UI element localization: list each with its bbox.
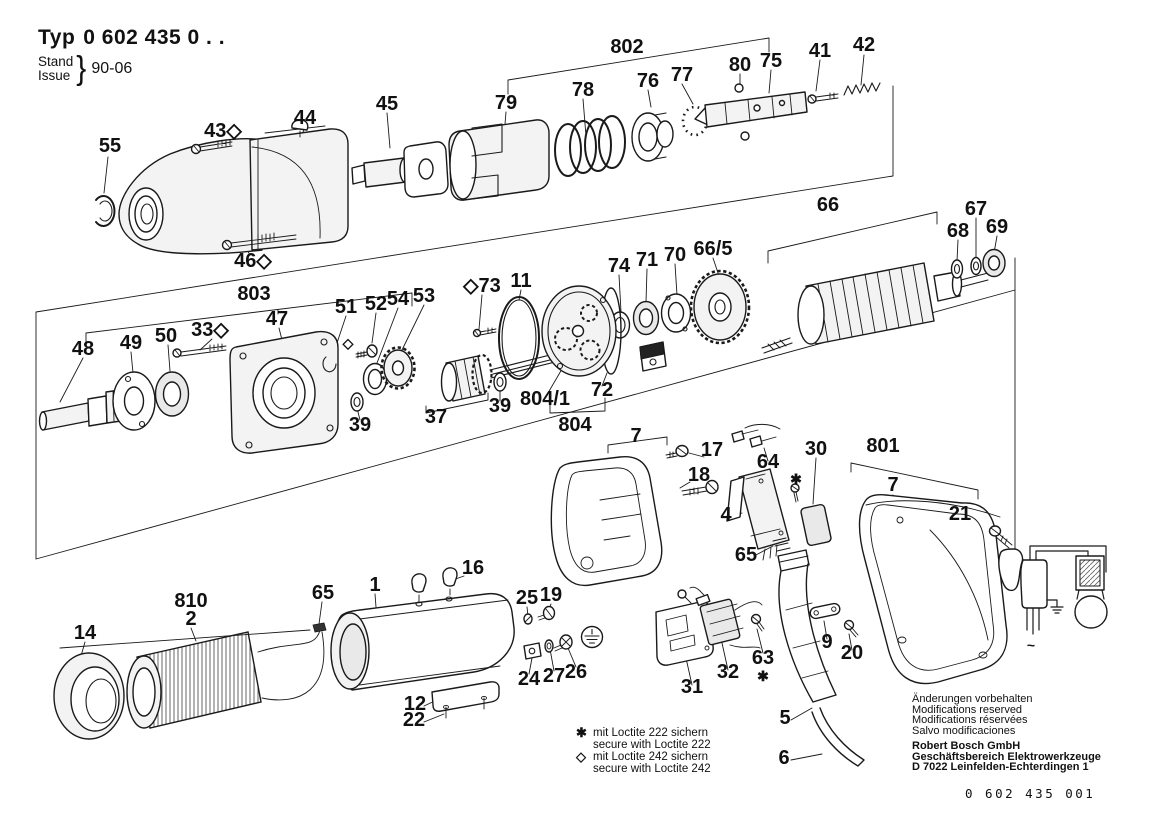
part-label-49: 49 (119, 332, 143, 354)
gear-plate-804-1 (542, 286, 621, 376)
part-label-4: 4 (720, 504, 732, 526)
part-label-32: 32 (716, 661, 740, 683)
part-label-21: 21 (948, 503, 972, 525)
notice-line: Modifications reserved (912, 703, 1023, 716)
loctite-242-de: mit Loctite 242 sichern (593, 751, 709, 763)
washer-39-left (351, 393, 363, 411)
part-label-5: 5 (779, 707, 791, 729)
part-label-66: 66 (816, 194, 840, 216)
washer-68 (952, 260, 963, 278)
loctite-222-symbol: ✱ (576, 725, 587, 740)
part-label-74: 74 (607, 255, 631, 277)
loctite-242-symbol: ◇ (576, 749, 586, 764)
part-label-802: 802 (610, 36, 644, 58)
part-label-18: 18 (687, 464, 711, 486)
notice-line: Salvo modificaciones (912, 724, 1016, 737)
bearing-69 (983, 250, 1005, 277)
part-label-19: 19 (539, 584, 563, 606)
schematic-trigger (999, 549, 1023, 590)
part-label-71: 71 (635, 249, 659, 271)
part-label-48: 48 (71, 338, 95, 360)
part-label-52: 52 (364, 293, 388, 315)
cable-boot-5 (778, 550, 836, 702)
washer-67 (971, 258, 981, 275)
part-label-✱: ✱ (790, 471, 802, 487)
group-brackets (86, 38, 978, 499)
company-line: Geschäftsbereich Elektrowerkzeuge (912, 750, 1101, 763)
part-label-✱: ✱ (757, 668, 769, 684)
part-label-803: 803 (237, 283, 271, 305)
part-label-46◇: 46◇ (234, 250, 272, 272)
gear-53 (382, 348, 415, 389)
part-label-65: 65 (734, 544, 758, 566)
part-label-65: 65 (311, 582, 335, 604)
washer-39-right (494, 373, 506, 391)
brace-glyph: } (76, 50, 87, 87)
snap-ring-55 (96, 196, 114, 226)
part-label-14: 14 (73, 622, 97, 644)
part-label-42: 42 (852, 34, 876, 56)
gear-66-5 (691, 271, 749, 343)
nut-24 (524, 643, 541, 659)
part-label-810: 810 (174, 590, 208, 612)
schematic-switch (1021, 560, 1047, 608)
part-label-45: 45 (375, 93, 399, 115)
schematic-motor (1075, 596, 1107, 628)
gear-housing-47 (230, 332, 338, 453)
spring-78 (555, 116, 625, 176)
terminals-64 (732, 424, 780, 447)
part-label-68: 68 (946, 220, 970, 242)
part-label-54: 54 (386, 288, 410, 310)
part-label-39: 39 (348, 414, 372, 436)
part-label-80: 80 (728, 54, 752, 76)
part-label-12: 12 (403, 693, 427, 715)
part-label-11: 11 (510, 270, 532, 292)
schematic-ground (1047, 600, 1063, 613)
part-label-76: 76 (636, 70, 660, 92)
part-label-30: 30 (804, 438, 828, 460)
screw-20 (845, 621, 859, 638)
part-label-9: 9 (821, 631, 833, 653)
screw-19 (538, 607, 555, 621)
part-label-801: 801 (866, 435, 900, 457)
part-label-39: 39 (488, 395, 512, 417)
part-label-24: 24 (517, 668, 541, 690)
company-line: D 7022 Leinfelden-Echterdingen 1 (912, 761, 1089, 773)
loctite-222-de: mit Loctite 222 sichern (593, 727, 709, 739)
part-label-7: 7 (630, 425, 642, 447)
spindle-75 (695, 92, 807, 127)
product-type-number: 0 602 435 0 . . (83, 26, 226, 49)
screw-17 (666, 446, 688, 459)
company-line: Robert Bosch GmbH (912, 740, 1021, 752)
part-label-7: 7 (887, 474, 899, 496)
part-label-75: 75 (759, 50, 783, 72)
part-label-26: 26 (564, 661, 588, 683)
issue-value: 90-06 (91, 60, 133, 77)
part-label-41: 41 (808, 40, 832, 62)
wiring-schematic (999, 546, 1107, 634)
washer-27 (545, 640, 553, 652)
suppressor-30 (800, 504, 831, 546)
part-label-◇73: ◇73 (463, 275, 501, 297)
part-label-69: 69 (985, 216, 1009, 238)
shaft-45 (352, 142, 448, 197)
clutch-sleeve-79 (449, 120, 549, 200)
screw-41 (808, 93, 838, 103)
loctite-222-en: secure with Loctite 222 (593, 739, 711, 751)
base-plate-12 (432, 682, 499, 718)
part-label-70: 70 (663, 244, 687, 266)
part-label-20: 20 (840, 642, 864, 664)
handle-housing-left-7 (551, 457, 661, 586)
part-label-37: 37 (424, 406, 448, 428)
part-label-~: ~ (1026, 637, 1036, 653)
part-label-51: 51 (334, 296, 358, 318)
part-label-79: 79 (494, 92, 518, 114)
screw-73 (474, 328, 497, 337)
retainer-70 (662, 294, 691, 332)
part-label-2: 2 (185, 608, 197, 630)
part-label-78: 78 (571, 79, 595, 101)
issue-row (38, 52, 225, 86)
part-label-44: 44 (293, 107, 317, 129)
flange-49 (113, 372, 155, 430)
screw-26 (554, 635, 572, 651)
product-type-label: Typ (38, 26, 76, 49)
clips-16 (412, 568, 457, 601)
part-label-22: 22 (402, 709, 426, 731)
part-label-50: 50 (154, 325, 178, 347)
label-plate (640, 342, 666, 371)
part-label-804/1: 804/1 (519, 388, 571, 410)
part-label-72: 72 (590, 379, 614, 401)
product-type-line (38, 26, 225, 50)
part-label-77: 77 (670, 64, 694, 86)
ground-symbol (582, 627, 603, 648)
screw-33 (173, 344, 226, 357)
notice-line: Änderungen vorbehalten (912, 693, 1033, 705)
bearing-71 (634, 302, 659, 335)
part-label-1: 1 (369, 574, 381, 596)
part-label-16: 16 (461, 557, 485, 579)
part-label-33◇: 33◇ (191, 319, 229, 341)
loctite-legend (576, 727, 711, 775)
handle-housing-right-7 (860, 495, 1007, 684)
part-label-25: 25 (515, 587, 539, 609)
o-ring-11 (499, 297, 539, 379)
bearing-50 (156, 372, 189, 416)
part-label-43◇: 43◇ (204, 120, 242, 142)
part-label-67: 67 (964, 198, 988, 220)
document-number: 0 602 435 001 (965, 786, 1096, 801)
issue-label: Issue (38, 68, 71, 83)
front-cap-14 (54, 653, 124, 739)
part-label-66/5: 66/5 (693, 238, 733, 260)
stand-label: Stand (38, 54, 74, 69)
clamp-9 (809, 603, 841, 620)
part-label-17: 17 (700, 439, 724, 461)
part-label-63: 63 (751, 647, 775, 669)
loctite-242-en: secure with Loctite 242 (593, 763, 711, 775)
part-label-◇: ◇ (342, 335, 354, 351)
cable-6 (812, 708, 864, 766)
part-label-6: 6 (778, 747, 790, 769)
part-label-27: 27 (542, 665, 566, 687)
notice-line: Modifications réservées (912, 714, 1028, 726)
part-label-64: 64 (756, 451, 780, 473)
part-label-804: 804 (558, 414, 592, 436)
part-label-31: 31 (680, 676, 704, 698)
washer-25 (524, 614, 532, 624)
spring-42 (844, 83, 880, 95)
part-label-47: 47 (265, 308, 289, 330)
motor-housing-1 (331, 594, 514, 690)
bushing-76 (632, 113, 673, 161)
title-block (38, 26, 225, 86)
part-label-53: 53 (412, 285, 436, 307)
footer-block (912, 694, 1101, 773)
screw-63 (752, 615, 765, 632)
part-label-55: 55 (98, 135, 122, 157)
screw-52 (356, 345, 377, 358)
